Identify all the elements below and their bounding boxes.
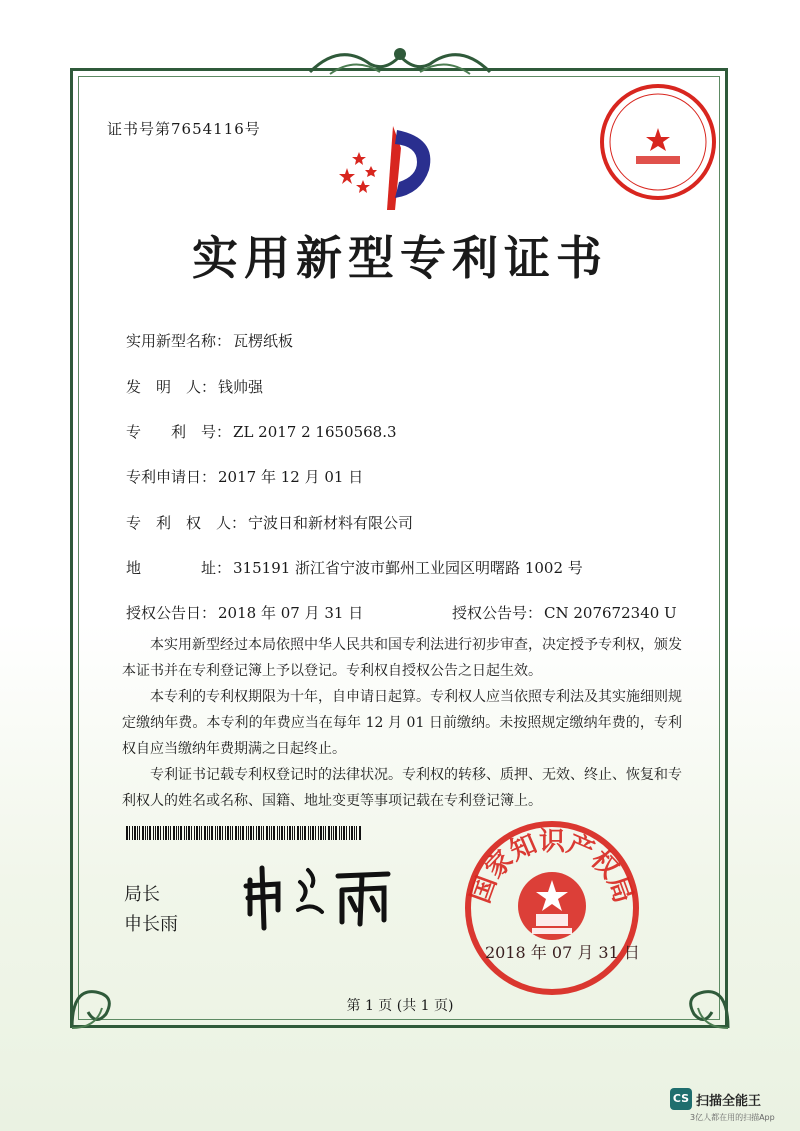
certificate-title: 实用新型专利证书	[192, 231, 608, 285]
barcode-bar	[147, 826, 148, 840]
barcode-bar	[297, 826, 299, 840]
field-value: 钱帅强	[218, 378, 264, 396]
barcode-bar	[333, 826, 334, 840]
barcode-bar	[281, 826, 283, 840]
barcode-bar	[157, 826, 159, 840]
barcode-bar	[256, 826, 257, 840]
barcode-bar	[163, 826, 164, 840]
barcode-bar	[343, 826, 345, 840]
barcode-bar	[328, 826, 330, 840]
barcode-bar	[266, 826, 268, 840]
barcode-bar	[238, 826, 239, 840]
app-name: 扫描全能王	[696, 1094, 762, 1109]
field-label: 专利申请日：	[126, 468, 217, 486]
field-label: 实用新型名称：	[126, 332, 232, 350]
field-patent-number	[126, 421, 397, 442]
app-watermark	[670, 1088, 798, 1128]
body-paragraph: 专利证书记载专利权登记时的法律状况。专利权的转移、质押、无效、终止、恢复和专利权人的姓名或名称、国籍、地址变更等事项记载在专利登记簿上。	[122, 767, 682, 809]
barcode-bar	[315, 826, 316, 840]
barcode-bar	[194, 826, 195, 840]
field-label: 专 利 权 人：	[126, 514, 247, 532]
barcode-bar	[289, 826, 291, 840]
barcode-bar	[186, 826, 187, 840]
body-paragraph: 本专利的专利权期限为十年，自申请日起算。专利权人应当依照专利法及其实施细则规定缴纳年费。本专利的年费应当在每年 12 月 01 日前缴纳。未按照规定缴纳年费的，专利权自应当缴纳年费期满之日起终止。	[122, 689, 682, 757]
tax-bureau-seal	[598, 82, 718, 202]
patent-office-logo-icon	[333, 118, 443, 218]
field-utility-name	[126, 330, 293, 351]
field-value: ZL 2017 2 1650568.3	[233, 423, 397, 441]
barcode-bar	[318, 826, 319, 840]
barcode-bar	[302, 826, 303, 840]
barcode-bar	[235, 826, 237, 840]
barcode-bar	[196, 826, 198, 840]
barcode-bar	[191, 826, 192, 840]
barcode-bar	[139, 826, 140, 840]
app-tagline: 3亿人都在用的扫描App	[690, 1113, 775, 1122]
barcode-icon	[126, 826, 362, 840]
field-patentee	[126, 512, 413, 533]
barcode-bar	[271, 826, 272, 840]
barcode-bar	[184, 826, 185, 840]
barcode-bar	[287, 826, 288, 840]
certificate-body	[122, 632, 682, 814]
barcode-bar	[165, 826, 167, 840]
field-label: 地 址：	[126, 559, 232, 577]
field-label: 授权公告日：	[126, 604, 217, 622]
barcode-bar	[323, 826, 324, 840]
barcode-bar	[230, 826, 231, 840]
barcode-bar	[209, 826, 210, 840]
barcode-bar	[253, 826, 254, 840]
barcode-bar	[155, 826, 156, 840]
svg-text:国家知识产权局: 国家知识产权局	[465, 827, 639, 907]
barcode-bar	[346, 826, 347, 840]
barcode-bar	[180, 826, 182, 840]
barcode-bar	[178, 826, 179, 840]
director-signature	[238, 862, 398, 932]
barcode-bar	[248, 826, 249, 840]
barcode-bar	[312, 826, 314, 840]
barcode-bar	[168, 826, 169, 840]
field-value: CN 207672340 U	[544, 604, 677, 622]
barcode-bar	[300, 826, 301, 840]
barcode-bar	[227, 826, 229, 840]
barcode-bar	[294, 826, 295, 840]
field-value: 315191 浙江省宁波市鄞州工业园区明曙路 1002 号	[233, 559, 583, 577]
seal-date: 2018 年 07 月 31 日	[485, 943, 640, 962]
barcode-bar	[232, 826, 233, 840]
barcode-bar	[170, 826, 171, 840]
body-paragraph: 本实用新型经过本局依照中华人民共和国专利法进行初步审查，决定授予专利权，颁发本证书并在专利登记簿上予以登记。专利权自授权公告之日起生效。	[122, 637, 682, 679]
signer-name: 申长雨	[124, 914, 178, 935]
barcode-bar	[145, 826, 146, 840]
barcode-bar	[211, 826, 213, 840]
barcode-bar	[207, 826, 208, 840]
barcode-bar	[339, 826, 340, 840]
national-ip-office-seal	[462, 818, 642, 998]
field-announcement-date	[126, 602, 363, 623]
barcode-bar	[341, 826, 342, 840]
barcode-bar	[349, 826, 350, 840]
field-label: 专 利 号：	[126, 423, 232, 441]
barcode-bar	[217, 826, 218, 840]
camscanner-logo-icon: CS	[670, 1088, 692, 1110]
field-application-date	[126, 466, 363, 487]
barcode-bar	[142, 826, 144, 840]
barcode-bar	[215, 826, 216, 840]
barcode-bar	[279, 826, 280, 840]
barcode-bar	[225, 826, 226, 840]
barcode-bar	[356, 826, 357, 840]
barcode-bar	[153, 826, 154, 840]
barcode-bar	[308, 826, 309, 840]
barcode-bar	[273, 826, 275, 840]
barcode-bar	[246, 826, 247, 840]
barcode-bar	[258, 826, 260, 840]
barcode-bar	[310, 826, 311, 840]
page-number: 第 1 页 (共 1 页)	[346, 998, 454, 1014]
barcode-bar	[137, 826, 138, 840]
barcode-bar	[176, 826, 177, 840]
barcode-bar	[331, 826, 332, 840]
barcode-bar	[250, 826, 252, 840]
top-ornament-icon	[300, 42, 500, 82]
barcode-bar	[242, 826, 244, 840]
barcode-bar	[240, 826, 241, 840]
barcode-bar	[199, 826, 200, 840]
barcode-bar	[134, 826, 136, 840]
field-label: 发 明 人：	[126, 378, 217, 396]
field-label: 授权公告号：	[452, 604, 543, 622]
barcode-bar	[201, 826, 202, 840]
barcode-bar	[335, 826, 337, 840]
barcode-bar	[173, 826, 175, 840]
signer-title: 局长	[124, 884, 160, 905]
barcode-bar	[351, 826, 353, 840]
field-value: 2018 年 07 月 31 日	[218, 604, 364, 622]
certificate-number: 证书号第7654116号	[107, 120, 261, 138]
field-announcement-number	[452, 602, 677, 623]
field-value: 瓦楞纸板	[233, 332, 294, 350]
barcode-bar	[219, 826, 221, 840]
barcode-bar	[149, 826, 151, 840]
barcode-bar	[222, 826, 223, 840]
barcode-bar	[359, 826, 361, 840]
barcode-bar	[277, 826, 278, 840]
field-value: 宁波日和新材料有限公司	[248, 514, 414, 532]
barcode-bar	[263, 826, 264, 840]
barcode-bar	[320, 826, 322, 840]
barcode-bar	[129, 826, 130, 840]
barcode-bar	[160, 826, 161, 840]
barcode-bar	[292, 826, 293, 840]
barcode-bar	[304, 826, 306, 840]
barcode-bar	[325, 826, 326, 840]
barcode-bar	[354, 826, 355, 840]
barcode-bar	[284, 826, 285, 840]
field-inventor	[126, 376, 263, 397]
barcode-bar	[132, 826, 133, 840]
barcode-bar	[126, 826, 128, 840]
barcode-bar	[188, 826, 190, 840]
barcode-bar	[269, 826, 270, 840]
field-value: 2017 年 12 月 01 日	[218, 468, 364, 486]
field-address	[126, 557, 583, 578]
barcode-bar	[204, 826, 206, 840]
barcode-bar	[261, 826, 262, 840]
